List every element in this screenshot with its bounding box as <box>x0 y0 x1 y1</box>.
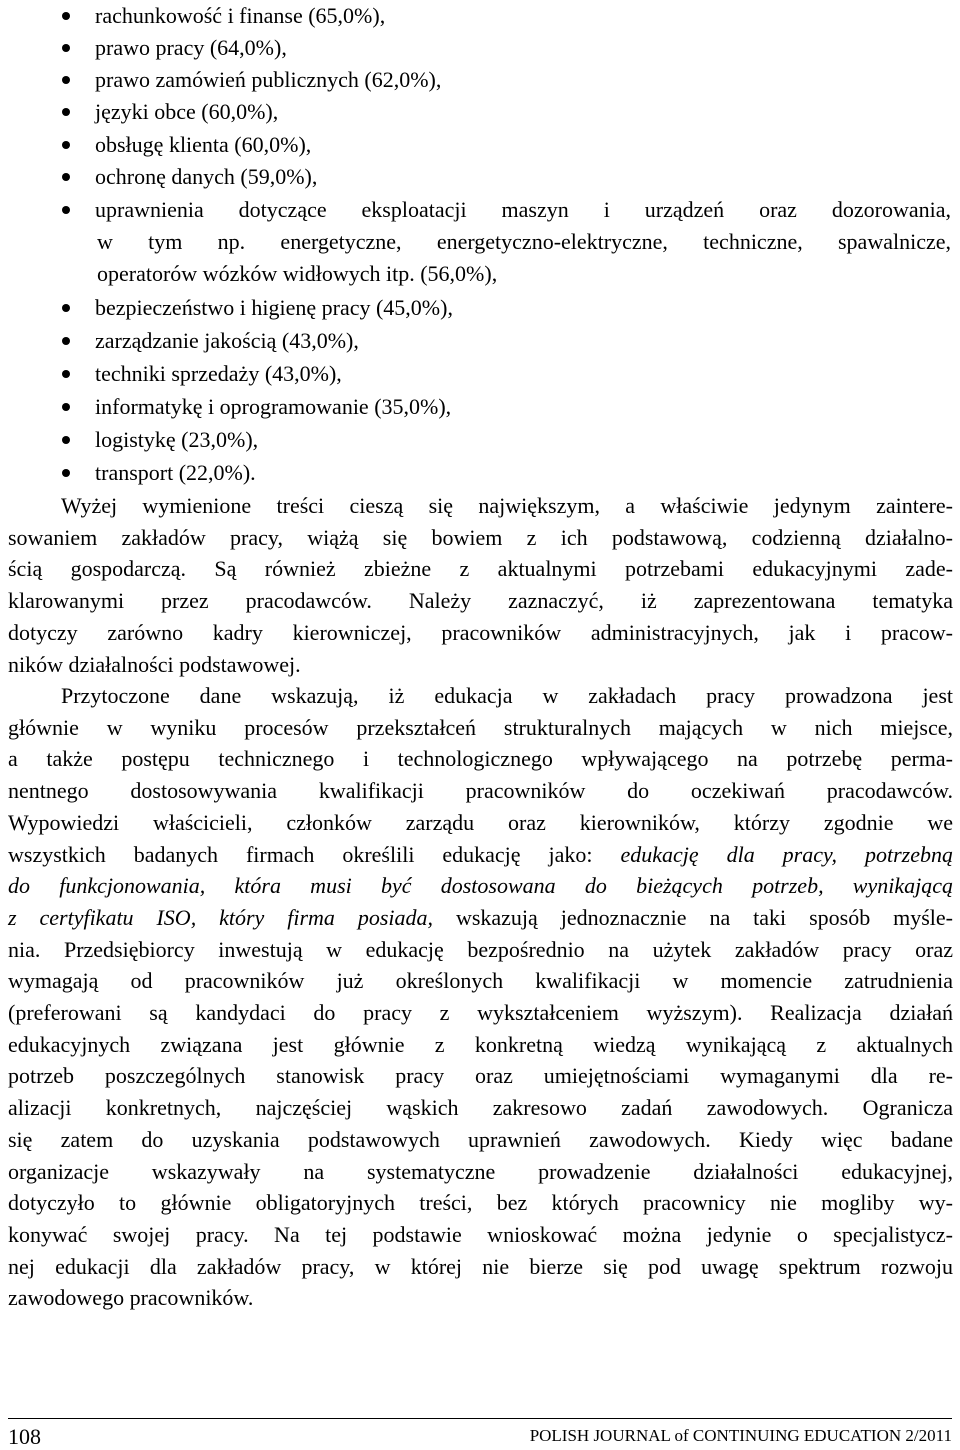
text-line <box>8 902 953 934</box>
bullet-text: zarządzanie jakością (43,0%), <box>95 328 359 353</box>
bullet-item <box>95 424 258 456</box>
bullet-dot <box>62 337 70 345</box>
bullet-dot <box>62 403 70 411</box>
text-line: sowaniem zakładów pracy, wiążą się bowiem z ich podstawową, codzienną działalno- <box>8 524 953 550</box>
text-line: organizacje wskazywały na systematyczne prowadzenie działalności edukacyjnej, <box>8 1158 953 1184</box>
bullet-dot <box>62 76 70 84</box>
text-line: głównie w wyniku procesów przekształceń strukturalnych mających w nich miejsce, <box>8 714 953 740</box>
bullet-text: obsługę klienta (60,0%), <box>95 132 312 157</box>
journal-name: POLISH JOURNAL of CONTINUING EDUCATION 2/2011 <box>529 1426 952 1445</box>
text-line: Przytoczone dane wskazują, iż edukacja w zakładach pracy prowadzona jest <box>61 683 953 708</box>
bullet-item <box>95 161 317 193</box>
text-line: klarowanymi przez pracodawców. Należy zaznaczyć, iż zaprezentowana tematyka <box>8 588 953 614</box>
bullet-item <box>95 292 453 324</box>
text-line: się zatem do uzyskania podstawowych uprawnień zawodowych. Kiedy więc badane <box>8 1126 953 1152</box>
bullet-text: logistykę (23,0%), <box>95 427 259 452</box>
text-line <box>8 870 953 902</box>
footer-divider <box>8 1418 952 1419</box>
text-line: Wypowiedzi właścicieli, członków zarządu oraz kierowników, którzy zgodnie we <box>8 809 953 835</box>
bullet-dot <box>62 469 70 477</box>
text-line: potrzeb poszczególnych stanowisk pracy oraz umiejętnościami wymaganymi dla re- <box>8 1063 953 1089</box>
bullet-text: techniki sprzedaży (43,0%), <box>95 361 342 386</box>
bullet-dot <box>62 436 70 444</box>
text-line: edukacyjnych związana jest głównie z konkretną wiedzą wynikającą z aktualnych <box>8 1031 953 1057</box>
italic-quote: z certyfikatu ISO, który firma posiada, <box>8 904 434 930</box>
bullet-dot <box>62 141 70 149</box>
text-run: wskazują jednoznacznie na taki sposób myśle- <box>433 904 954 930</box>
bullet-text: rachunkowość i finanse (65,0%), <box>95 3 386 28</box>
text-line: Wyżej wymienione treści cieszą się największym, a właściwie jedynym zaintere- <box>61 493 953 518</box>
bullet-item <box>95 358 342 390</box>
text-line: dotyczy zarówno kadry kierowniczej, pracowników administracyjnych, jak i pracow- <box>8 619 953 645</box>
text-line: a także postępu technicznego i technologicznego wpływającego na potrzebę perma- <box>8 746 953 772</box>
bullet-item <box>95 391 451 423</box>
bullet-text: transport (22,0%). <box>95 460 256 485</box>
bullet-dot <box>62 12 70 20</box>
text-line: dotyczyło to głównie obligatoryjnych treści, bez których pracownicy nie mogliby wy- <box>8 1190 953 1216</box>
bullet-text: operatorów wózków widłowych itp. (56,0%), <box>97 261 498 286</box>
paragraph-1 <box>8 490 953 680</box>
italic-quote: edukację dla pracy, potrzebną <box>620 841 953 867</box>
bullet-dot <box>62 173 70 181</box>
text-line: nia. Przedsiębiorcy inwestują w edukację bezpośrednio na użytek zakładów pracy oraz <box>8 936 953 962</box>
italic-quote: do funkcjonowania, która musi być dostosowana do bieżących potrzeb, wynikającą <box>8 873 953 899</box>
bullet-dot <box>62 304 70 312</box>
bullet-text: prawo pracy (64,0%), <box>95 35 287 60</box>
bullet-text: bezpieczeństwo i higienę pracy (45,0%), <box>95 295 453 320</box>
bullet-item <box>95 325 359 357</box>
bullet-dot <box>62 206 70 214</box>
text-line: zawodowego pracowników. <box>8 1285 254 1311</box>
bullet-dot <box>62 370 70 378</box>
bullet-text: języki obce (60,0%), <box>95 99 279 124</box>
paragraph-2 <box>8 680 953 1314</box>
bullet-text: uprawnienia dotyczące eksploatacji maszyn i urządzeń oraz dozorowania, <box>95 197 951 222</box>
bullet-text: prawo zamówień publicznych (62,0%), <box>95 67 442 92</box>
text-line: ników działalności podstawowej. <box>8 651 301 677</box>
bullet-item <box>95 0 385 32</box>
page-number: 108 <box>8 1424 41 1449</box>
bullet-item <box>95 194 951 290</box>
bullet-dot <box>62 108 70 116</box>
text-line: wymagają od pracowników już określonych kwalifikacji w momencie zatrudnienia <box>8 968 953 994</box>
bullet-item <box>95 129 311 161</box>
bullet-text: ochronę danych (59,0%), <box>95 164 318 189</box>
bullet-dot <box>62 44 70 52</box>
bullet-item <box>95 96 278 128</box>
text-line: nentnego dostosowywania kwalifikacji pracowników do oczekiwań pracodawców. <box>8 778 953 804</box>
text-line: alizacji konkretnych, najczęściej wąskich zakresowo zadań zawodowych. Ogranicza <box>8 1095 953 1121</box>
text-line <box>8 839 953 871</box>
text-line: (preferowani są kandydaci do pracy z wykształceniem wyższym). Realizacja działań <box>8 1000 953 1026</box>
text-line: konywać swojej pracy. Na tej podstawie wnioskować można jedynie o specjalistycz- <box>8 1221 953 1247</box>
text-line: ścią gospodarczą. Są również zbieżne z aktualnymi potrzebami edukacyjnymi zade- <box>8 556 953 582</box>
text-line: nej edukacji dla zakładów pracy, w której nie bierze się pod uwagę spektrum rozwoju <box>8 1253 953 1279</box>
bullet-item <box>95 32 287 64</box>
bullet-text: informatykę i oprogramowanie (35,0%), <box>95 394 452 419</box>
bullet-item <box>95 457 256 489</box>
text-run: wszystkich badanych firmach określili edukację jako: <box>8 841 621 867</box>
bullet-text: w tym np. energetyczne, energetyczno-elektryczne, techniczne, spawalnicze, <box>97 229 951 254</box>
bullet-item <box>95 64 441 96</box>
